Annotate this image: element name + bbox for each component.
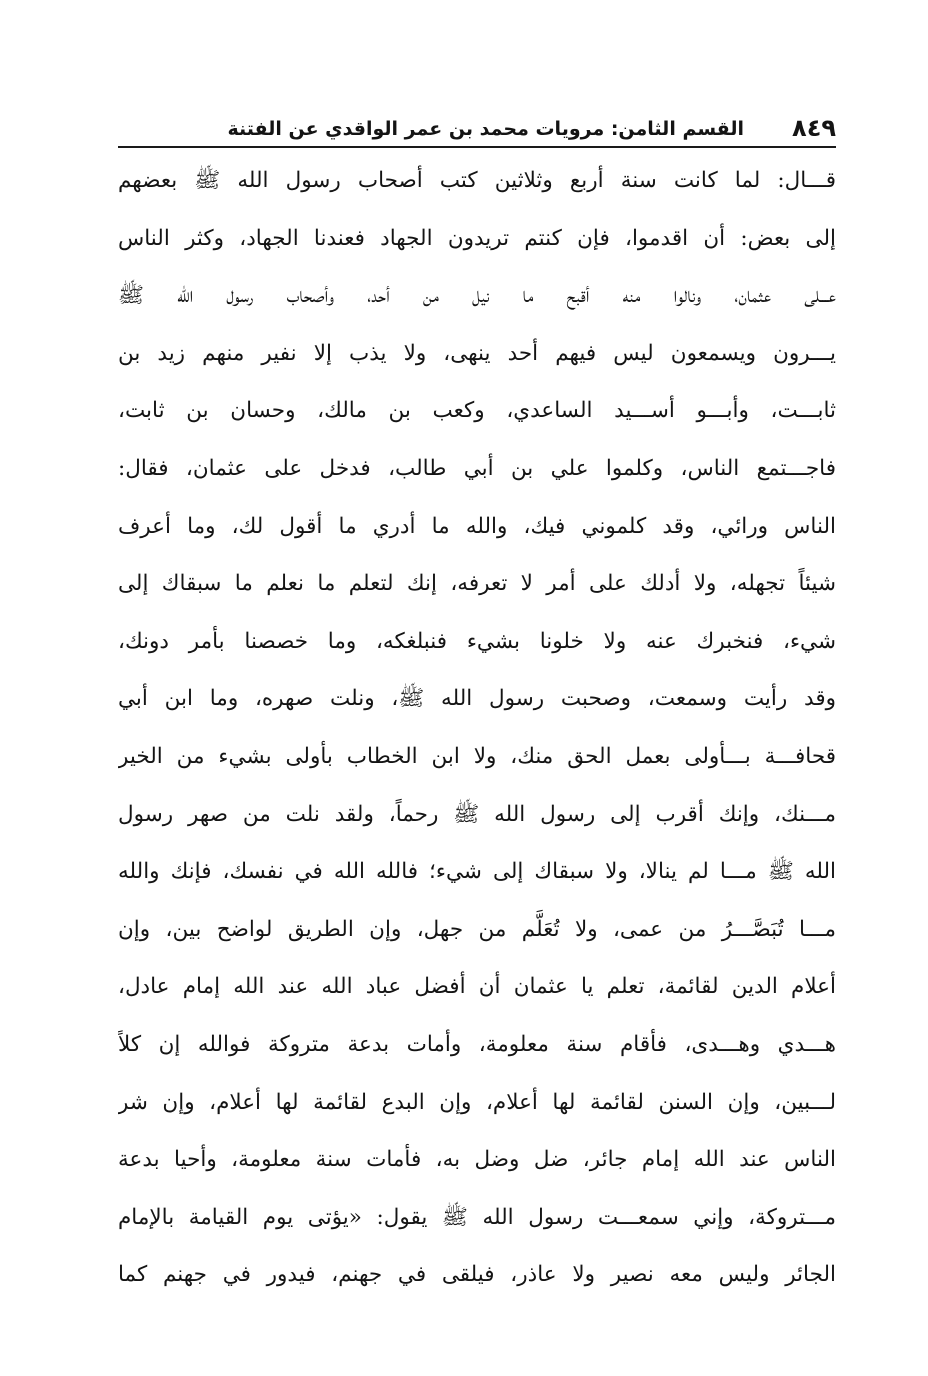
- text-line: ثابـــت، وأبـــو أســـيد الساعدي، وكعب بن مالك، وحسان بن ثابت،: [118, 398, 836, 424]
- body-text: [118, 152, 836, 1304]
- text-line: الله ﷺ مـــا لم ينالا، ولا سبقاك إلى شيء؛ فالله الله في نفسك، فإنك والله: [118, 859, 836, 885]
- text-line: فاجـــتمع الناس، وكلموا علي بن أبي طالب، فدخل على عثمان، فقال:: [118, 455, 836, 481]
- text-line: شيئاً تجهله، ولا أدلك على أمر لا تعرفه، إنك لتعلم ما نعلم ما سبقاك إلى: [118, 571, 836, 597]
- text-line: الناس ورائي، وقد كلموني فيك، والله ما أدري ما أقول لك، وما أعرف: [118, 513, 836, 539]
- page-header: [118, 112, 836, 148]
- text-line: يـــرون ويسمعون ليس فيهم أحد ينهى، ولا يذب إلا نفير منهم زيد بن: [118, 340, 836, 366]
- text-line: مـــتروكة، وإني سمعـــت رسول الله ﷺ يقول: «يؤتى يوم القيامة بالإمام: [118, 1204, 836, 1230]
- text-line: لـــبين، وإن السنن لقائمة لها أعلام، وإن البدع لقائمة لها أعلام، وإن شر: [118, 1089, 836, 1115]
- running-title: القسم الثامن: مرويات محمد بن عمر الواقدي عن الفتنة: [227, 118, 744, 140]
- text-line: قحافـــة بـــأولى بعمل الحق منك، ولا ابن الخطاب بأولى بشيء من الخير: [118, 743, 836, 769]
- text-line: شيء، فنخبرك عنه ولا خلونا بشيء فنبلغكه، وما خصصنا بأمر دونك،: [118, 628, 836, 654]
- text-line: عـــلى عثمان، ونالوا منه أقبح ما نيل من أحد، وأصحاب رسول الله ﷺ: [118, 283, 836, 309]
- text-line: الجائر وليس معه نصير ولا عاذر، فيلقى في جهنم، فيدور في جهنم كما: [118, 1262, 836, 1288]
- text-line: مـــنك، وإنك أقرب إلى رسول الله ﷺ رحماً، ولقد نلت من صهر رسول: [118, 801, 836, 827]
- header-rule: [118, 146, 836, 148]
- text-line: إلى بعض: أن اقدموا، فإن كنتم تريدون الجهاد فعندنا الجهاد، وكثر الناس: [118, 225, 836, 251]
- text-line: وقد رأيت وسمعت، وصحبت رسول الله ﷺ، ونلت صهره، وما ابن أبي: [118, 686, 836, 712]
- page-number: ٨٤٩: [792, 114, 836, 142]
- text-line: قـــال: لما كانت سنة أربع وثلاثين كتب أصحاب رسول الله ﷺ بعضهم: [118, 168, 836, 193]
- text-line: أعلام الدين لقائمة، تعلم يا عثمان أن أفضل عباد الله عند الله إمام عادل،: [118, 974, 836, 1000]
- text-line: الناس عند الله إمام جائر، ضل وضل به، فأمات سنة معلومة، وأحيا بدعة: [118, 1147, 836, 1173]
- text-line: مـــا تُبَصَّـــرُ من عمى، ولا تُعَلَّم من جهل، وإن الطريق لواضح بين، وإن: [118, 916, 836, 942]
- text-line: هـــدي وهـــدى، فأقام سنة معلومة، وأمات بدعة متروكة فوالله إن كلاً: [118, 1031, 836, 1057]
